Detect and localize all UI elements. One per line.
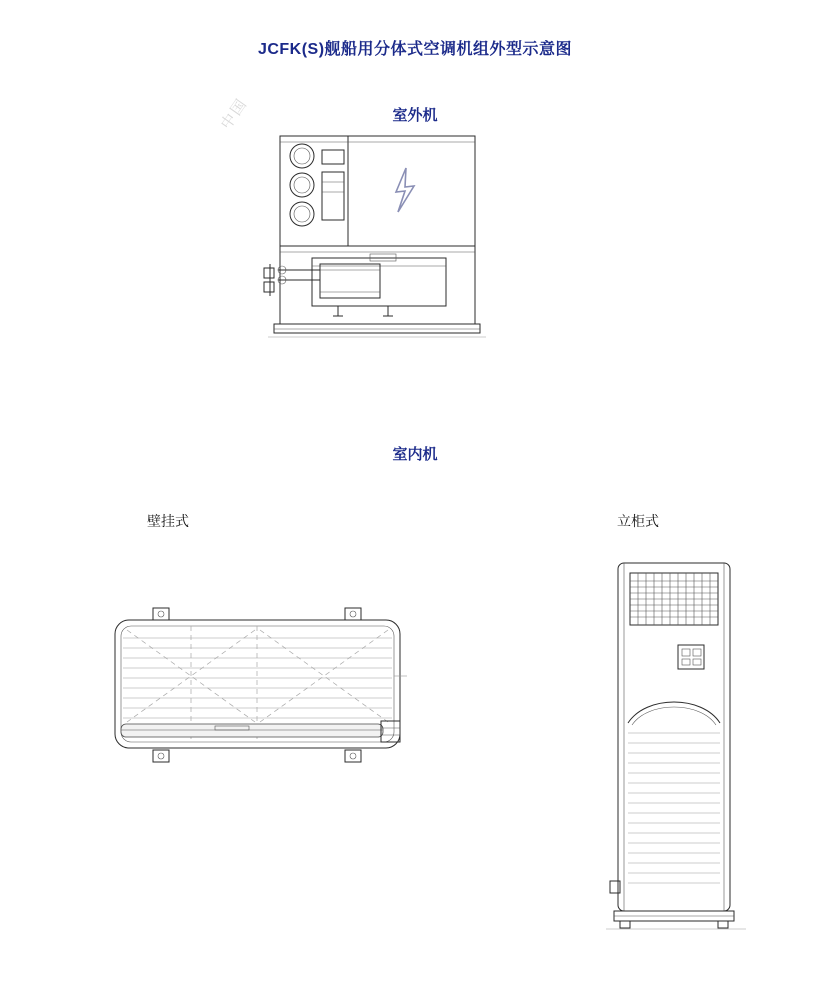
page-title: JCFK(S)舰船用分体式空调机组外型示意图 <box>257 41 573 58</box>
label-wall-mounted: 壁挂式 <box>147 513 189 529</box>
figure-floor-standing-indoor-unit <box>600 555 760 935</box>
figure-outdoor-unit <box>260 130 490 365</box>
section-label-outdoor: 室外机 <box>392 107 438 124</box>
label-floor-standing: 立柜式 <box>617 513 659 529</box>
watermark-text: 中国 <box>217 95 252 133</box>
figure-wall-mounted-indoor-unit <box>95 590 425 790</box>
section-label-indoor: 室内机 <box>392 446 438 463</box>
